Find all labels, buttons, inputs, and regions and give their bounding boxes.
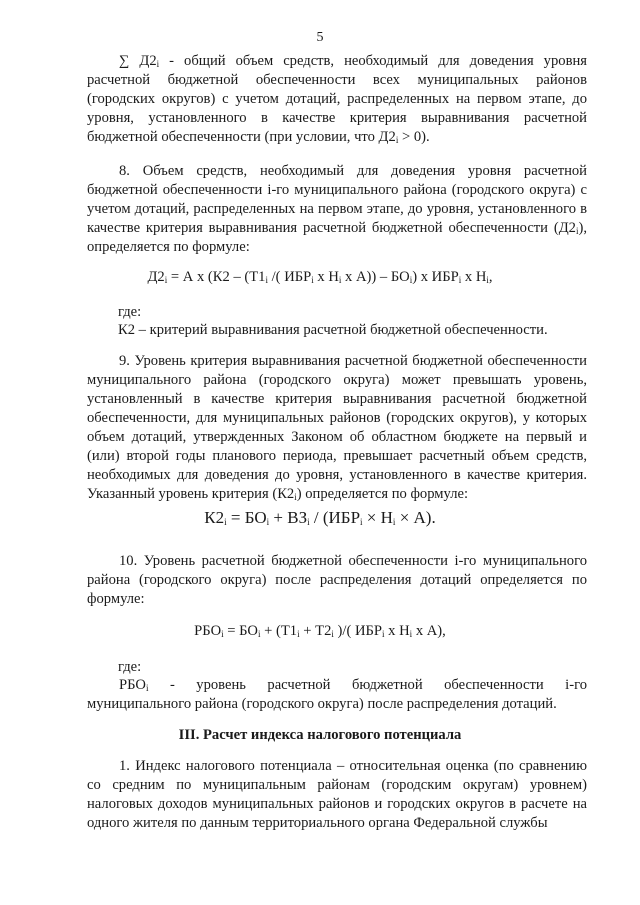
where-label-2: где: (118, 659, 142, 675)
formula-k2: $К2_i = БО_i + ВЗ_i / (ИБР_i \times Н_i \times А)$. (204, 508, 436, 527)
k2-definition: К2 – критерий выравнивания расчетной бюджетной обеспеченности. (118, 322, 548, 338)
section-heading: III. Расчет индекса налогового потенциала (178, 727, 462, 743)
sum-d2-definition: ∑ $Д2_i$ - общий объем средств, необходимый для доведения уровня расчетной бюджетной обеспеченности всех муниципальных районов (городских округов) с учетом дотаций, распределенных на первом этапе, до уровня, установленного в качестве критерия выравнивания расчетной бюджетной обеспеченности (при условии, что $Д2_i > 0$). (87, 53, 587, 145)
page-number: 5 (316, 30, 324, 45)
where-label: где: (118, 304, 142, 320)
formula-rbo: $РБО_i = БО_i + (Т1_i + Т2_i$ )/( $ИБР_i$ х $Н_i$ х А), (194, 623, 446, 639)
formula-d2: $Д2_i = А$ х ($К2 - (Т1_i$ /( $ИБР_i$ х $Н_i$ х $А)) - БО_i$) х $ИБР_i$ х $Н_i$, (147, 269, 493, 285)
paragraph-10: 10. Уровень расчетной бюджетной обеспеченности i-го муниципального района (городского округа) после распределения дотаций определяется по формуле: (87, 553, 587, 607)
paragraph-8: 8. Объем средств, необходимый для доведения уровня расчетной бюджетной обеспеченности i-го муниципального района (городского округа) с учетом дотаций, распределенных на первом этапе, до уровня, установленного в качестве критерия выравнивания расчетной бюджетной обеспеченности $(Д2_i)$, определяется по формуле: (87, 163, 587, 255)
rbo-definition: $РБО_i$ - уровень расчетной бюджетной обеспеченности i-го муниципального района (городского округа) после распределения дотаций. (87, 677, 587, 712)
paragraph-9: 9. Уровень критерия выравнивания расчетной бюджетной обеспеченности муниципального района (городского округа) может превышать уровень, установленный в качестве критерия выравнивания расчетной бюджетной обеспеченности, для муниципальных районов (городских округов), у которых объем дотаций, утвержденных Законом об областном бюджете на первый и (или) второй годы планового периода, превышает расчетный объем средств, необходимых для доведения до уровня, установленного в качестве критерия. Указанный уровень критерия $(К2_i)$ определяется по формуле: (87, 353, 587, 502)
sum-symbol: ∑ (119, 53, 130, 69)
section-3-paragraph-1: 1. Индекс налогового потенциала – относительная оценка (по сравнению со средним по муниципальным районам (городским округам) уровнем) налоговых доходов муниципальных районов и городских округов в расчете на одного жителя по данным территориального органа Федеральной службы (87, 758, 587, 831)
